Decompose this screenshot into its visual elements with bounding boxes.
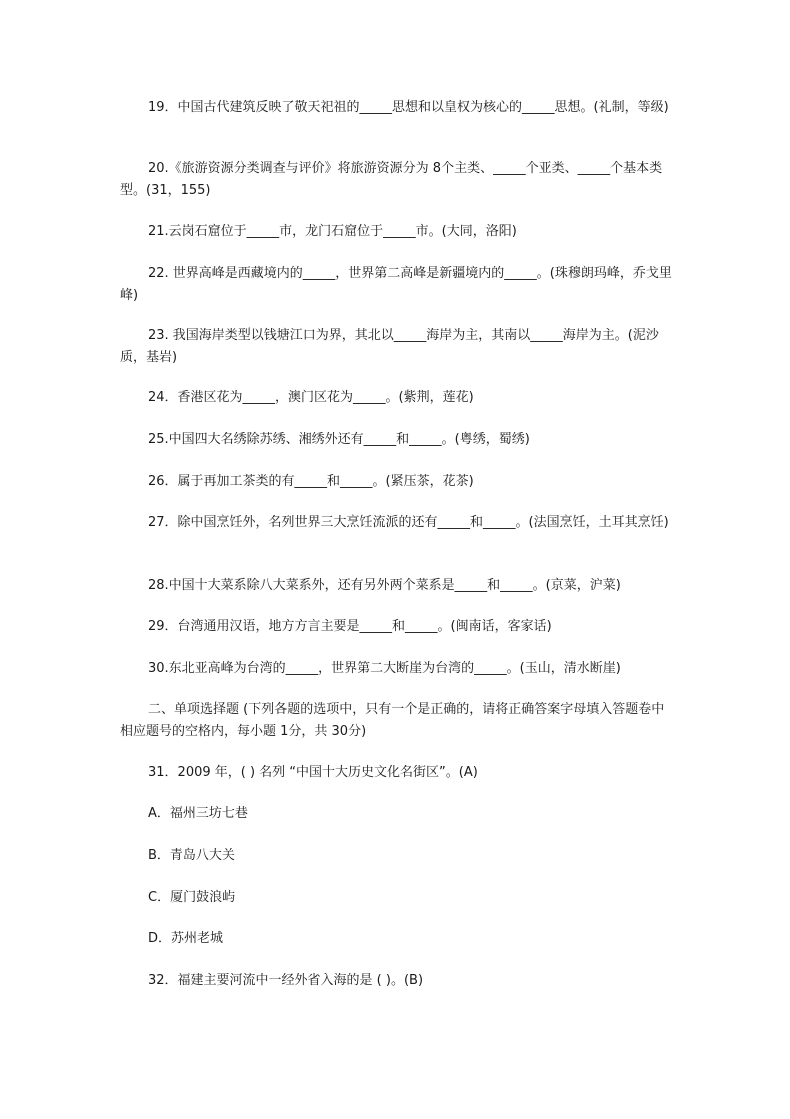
- question-32: 32．福建主要河流中一经外省入海的是 ( )。(B): [148, 973, 424, 988]
- question-24: 24．香港区花为_____，澳门区花为_____。(紫荆，莲花): [148, 390, 474, 405]
- question-21: 21.云岗石窟位于_____市，龙门石窟位于_____市。(大同，洛阳): [148, 224, 517, 239]
- question-28: 28.中国十大菜系除八大菜系外，还有另外两个菜系是_____和_____。(京菜，沪菜): [148, 578, 621, 593]
- question-31-option-a: A．福州三坊七巷: [148, 806, 248, 821]
- question-22: 22. 世界高峰是西藏境内的_____，世界第二高峰是新疆境内的_____。(珠穆朗玛峰，乔戈里峰): [120, 266, 672, 303]
- section-heading-single-choice: 二、单项选择题 (下列各题的选项中，只有一个是正确的，请将正确答案字母填入答题卷中相应题号的空格内，每小题 1分，共 30分): [120, 702, 665, 739]
- question-31-option-d: D．苏州老城: [148, 931, 224, 946]
- question-31-option-b: B．青岛八大关: [148, 848, 235, 863]
- question-31: 31．2009 年，( ) 名列 “中国十大历史文化名街区”。(A): [148, 765, 478, 780]
- question-19: 19．中国古代建筑反映了敬天祀祖的_____思想和以皇权为核心的_____思想。(礼制，等级): [148, 100, 669, 115]
- question-20: 20.《旅游资源分类调查与评价》将旅游资源分为 8个主类、_____个亚类、_____个基本类型。(31，155): [120, 161, 663, 198]
- question-26: 26．属于再加工茶类的有_____和_____。(紧压茶，花茶): [148, 474, 474, 489]
- question-30: 30.东北亚高峰为台湾的_____，世界第二大断崖为台湾的_____。(玉山，清水断崖): [148, 661, 621, 676]
- question-31-option-c: C．厦门鼓浪屿: [148, 890, 236, 905]
- question-23: 23. 我国海岸类型以钱塘江口为界，其北以_____海岸为主，其南以_____海岸为主。(泥沙质，基岩): [120, 328, 659, 365]
- question-27: 27．除中国烹饪外，名列世界三大烹饪流派的还有_____和_____。(法国烹饪，土耳其烹饪): [148, 515, 669, 530]
- question-25: 25.中国四大名绣除苏绣、湘绣外还有_____和_____。(粤绣，蜀绣): [148, 432, 530, 447]
- question-29: 29．台湾通用汉语，地方方言主要是_____和_____。(闽南话，客家话): [148, 619, 552, 634]
